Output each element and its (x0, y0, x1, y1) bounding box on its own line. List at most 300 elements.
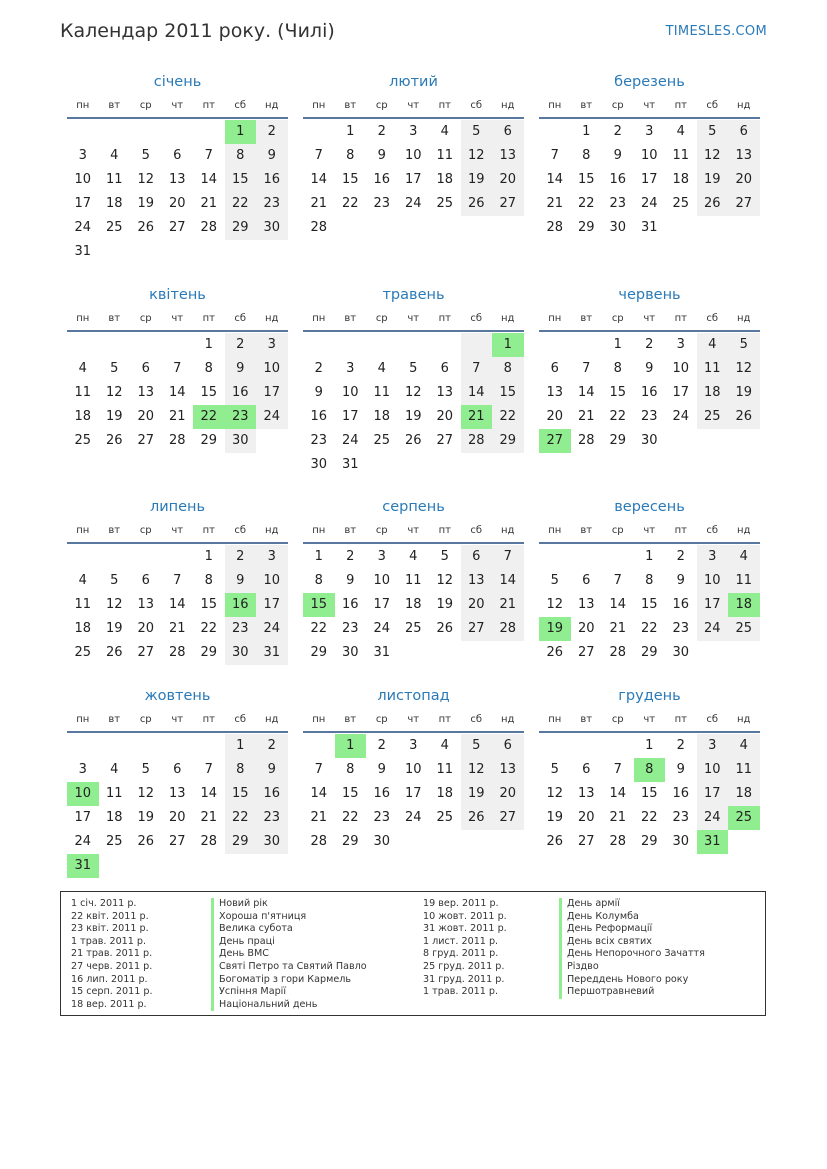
day-grid (67, 333, 288, 453)
legend-date: 16 лип. 2011 р. (71, 973, 148, 985)
legend-date: 1 трав. 2011 р. (71, 935, 147, 947)
day-cell: 30 (310, 457, 328, 472)
legend-date: 31 груд. 2011 р. (423, 973, 505, 985)
weekday-label: чт (171, 714, 184, 725)
weekday-label: нд (265, 525, 279, 536)
month-name: лютий (389, 74, 438, 90)
empty-cell (335, 333, 367, 357)
empty-cell (225, 854, 257, 878)
day-cell: 29 (225, 830, 257, 854)
day-cell: 30 (373, 834, 391, 849)
day-cell: 6 (492, 734, 524, 758)
weekday-label: чт (171, 525, 184, 536)
day-cell: 9 (225, 569, 257, 593)
day-cell: 25 (697, 405, 729, 429)
day-cell: 27 (492, 192, 524, 216)
day-cell: 15 (200, 385, 218, 400)
day-cell: 5 (461, 120, 493, 144)
day-grid (539, 545, 760, 665)
weekday-label: нд (737, 100, 751, 111)
day-cell: 2 (676, 738, 685, 753)
day-cell: 16 (640, 385, 658, 400)
month-block (67, 497, 288, 665)
day-cell: 30 (640, 433, 658, 448)
day-cell: 15 (640, 597, 658, 612)
weekday-label: ср (611, 525, 624, 536)
weekday-label: чт (643, 714, 656, 725)
month-block (539, 686, 760, 854)
day-cell: 22 (640, 810, 658, 825)
legend-date: 21 трав. 2011 р. (71, 948, 153, 960)
day-cell: 13 (492, 758, 524, 782)
day-cell: 2 (645, 337, 654, 352)
day-cell: 17 (640, 172, 658, 187)
empty-cell (461, 333, 493, 357)
day-grid (67, 734, 288, 878)
weekday-label: чт (407, 313, 420, 324)
weekday-label: вт (108, 525, 121, 536)
day-cell: 30 (341, 645, 359, 660)
weekday-label: нд (501, 525, 515, 536)
day-cell: 9 (225, 357, 257, 381)
day-cell: 25 (436, 810, 454, 825)
empty-cell (366, 453, 398, 477)
day-cell: 13 (577, 597, 595, 612)
weekday-header (539, 709, 760, 733)
holiday-day-cell: 15 (303, 593, 335, 617)
day-cell: 3 (676, 337, 685, 352)
day-cell: 23 (256, 806, 288, 830)
day-cell: 18 (105, 810, 123, 825)
weekday-label: вт (108, 100, 121, 111)
month-name: серпень (382, 499, 445, 515)
legend-holiday-name: Переддень Нового року (559, 974, 705, 987)
day-cell: 7 (204, 762, 213, 777)
empty-cell (539, 120, 571, 144)
holiday-day-cell: 31 (67, 854, 99, 878)
day-cell: 26 (461, 192, 493, 216)
weekday-label: ср (611, 100, 624, 111)
day-grid (303, 120, 524, 240)
month-name: жовтень (144, 688, 211, 704)
weekday-label: пн (76, 313, 90, 324)
day-cell: 31 (373, 645, 391, 660)
day-cell: 10 (697, 569, 729, 593)
day-cell: 24 (74, 220, 92, 235)
legend-holiday-name: День армії (559, 898, 705, 911)
day-cell: 6 (461, 545, 493, 569)
day-cell: 29 (200, 433, 218, 448)
day-cell: 6 (141, 361, 150, 376)
empty-cell (492, 216, 524, 240)
empty-cell (256, 854, 288, 878)
holiday-day-cell: 31 (697, 830, 729, 854)
day-grid (303, 734, 524, 854)
day-cell: 11 (74, 385, 92, 400)
weekday-label: пн (548, 313, 562, 324)
day-cell: 19 (728, 381, 760, 405)
day-cell: 30 (256, 216, 288, 240)
empty-cell (67, 333, 99, 357)
day-cell: 3 (409, 124, 418, 139)
month-name: березень (614, 74, 685, 90)
day-cell: 17 (404, 172, 422, 187)
day-cell: 8 (645, 573, 654, 588)
weekday-label: нд (265, 714, 279, 725)
legend-dates-right (423, 898, 507, 999)
day-cell: 10 (256, 569, 288, 593)
weekday-header (303, 95, 524, 119)
day-cell: 12 (728, 357, 760, 381)
day-cell: 8 (346, 762, 355, 777)
empty-cell (99, 120, 131, 144)
weekday-label: ср (611, 714, 624, 725)
day-cell: 16 (672, 597, 690, 612)
day-cell: 5 (550, 762, 559, 777)
day-cell: 4 (440, 124, 449, 139)
day-cell: 19 (404, 409, 422, 424)
legend-date: 10 жовт. 2011 р. (423, 910, 507, 922)
legend-holiday-name: Першотравневий (559, 986, 705, 999)
day-cell: 6 (582, 573, 591, 588)
legend-date: 1 лист. 2011 р. (423, 935, 499, 947)
day-cell: 7 (314, 148, 323, 163)
day-cell: 18 (436, 172, 454, 187)
day-cell: 22 (609, 409, 627, 424)
day-cell: 26 (546, 834, 564, 849)
day-cell: 27 (137, 433, 155, 448)
legend-holiday-name: Богоматір з гори Кармель (211, 974, 367, 987)
weekday-label: чт (643, 100, 656, 111)
day-cell: 30 (672, 645, 690, 660)
day-cell: 29 (640, 834, 658, 849)
day-cell: 1 (314, 549, 323, 564)
weekday-label: сб (470, 100, 483, 111)
day-cell: 1 (613, 337, 622, 352)
day-cell: 23 (609, 196, 627, 211)
month-name: вересень (614, 499, 685, 515)
weekday-label: пн (548, 100, 562, 111)
day-cell: 28 (168, 433, 186, 448)
day-grid (539, 734, 760, 854)
day-cell: 25 (728, 617, 760, 641)
day-cell: 10 (404, 148, 422, 163)
day-cell: 9 (314, 385, 323, 400)
holiday-day-cell: 22 (193, 405, 225, 429)
day-cell: 12 (404, 385, 422, 400)
day-grid (539, 333, 760, 453)
day-cell: 23 (310, 433, 328, 448)
empty-cell (99, 854, 131, 878)
weekday-label: нд (737, 313, 751, 324)
empty-cell (398, 216, 430, 240)
day-cell: 25 (74, 645, 92, 660)
month-block (67, 285, 288, 453)
day-cell: 2 (377, 738, 386, 753)
day-cell: 25 (436, 196, 454, 211)
day-cell: 14 (492, 569, 524, 593)
weekday-label: сб (706, 714, 719, 725)
day-cell: 27 (436, 433, 454, 448)
legend-holiday-name: Святі Петро та Святий Павло (211, 961, 367, 974)
day-cell: 5 (697, 120, 729, 144)
empty-cell (728, 216, 760, 240)
day-cell: 10 (341, 385, 359, 400)
empty-cell (398, 453, 430, 477)
holiday-day-cell: 1 (492, 333, 524, 357)
day-cell: 4 (78, 361, 87, 376)
weekday-label: пт (674, 313, 687, 324)
day-cell: 7 (204, 148, 213, 163)
empty-cell (429, 830, 461, 854)
empty-cell (697, 429, 729, 453)
legend-dates-left (71, 898, 153, 1011)
day-cell: 9 (256, 144, 288, 168)
weekday-label: вт (344, 714, 357, 725)
day-cell: 14 (546, 172, 564, 187)
empty-cell (398, 830, 430, 854)
weekday-label: вт (580, 714, 593, 725)
empty-cell (539, 333, 571, 357)
day-cell: 29 (310, 645, 328, 660)
day-cell: 12 (105, 597, 123, 612)
day-cell: 5 (110, 573, 119, 588)
day-cell: 1 (225, 734, 257, 758)
day-cell: 28 (609, 834, 627, 849)
day-cell: 25 (105, 220, 123, 235)
empty-cell (571, 734, 603, 758)
day-cell: 20 (137, 621, 155, 636)
month-block (539, 72, 760, 240)
empty-cell (492, 453, 524, 477)
day-cell: 16 (310, 409, 328, 424)
day-cell: 17 (74, 196, 92, 211)
month-name: травень (382, 287, 445, 303)
day-cell: 19 (546, 810, 564, 825)
empty-cell (492, 830, 524, 854)
day-cell: 1 (645, 738, 654, 753)
day-cell: 16 (672, 786, 690, 801)
day-cell: 11 (728, 758, 760, 782)
day-cell: 24 (256, 617, 288, 641)
day-cell: 26 (461, 806, 493, 830)
month-block (67, 686, 288, 878)
day-cell: 13 (577, 786, 595, 801)
day-cell: 17 (341, 409, 359, 424)
day-cell: 13 (461, 569, 493, 593)
site-link[interactable]: TIMESLES.COM (665, 24, 767, 39)
day-grid (539, 120, 760, 240)
day-cell: 17 (697, 593, 729, 617)
day-grid (67, 120, 288, 264)
day-cell: 27 (577, 645, 595, 660)
weekday-label: ср (139, 525, 152, 536)
day-cell: 19 (461, 782, 493, 806)
day-cell: 18 (436, 786, 454, 801)
day-cell: 26 (697, 192, 729, 216)
day-cell: 8 (492, 357, 524, 381)
day-cell: 14 (310, 786, 328, 801)
weekday-header (539, 520, 760, 544)
legend-date: 27 черв. 2011 р. (71, 960, 153, 972)
empty-cell (99, 240, 131, 264)
day-cell: 20 (728, 168, 760, 192)
weekday-label: нд (501, 714, 515, 725)
weekday-label: сб (470, 714, 483, 725)
weekday-label: пт (438, 313, 451, 324)
day-cell: 16 (225, 381, 257, 405)
day-cell: 22 (577, 196, 595, 211)
weekday-label: пн (76, 525, 90, 536)
day-cell: 31 (74, 244, 92, 259)
empty-cell (335, 216, 367, 240)
day-cell: 27 (168, 834, 186, 849)
weekday-header (539, 95, 760, 119)
day-cell: 24 (640, 196, 658, 211)
month-block (303, 285, 524, 477)
day-cell: 16 (256, 168, 288, 192)
day-cell: 18 (373, 409, 391, 424)
legend-names-left (211, 898, 367, 1011)
day-grid (67, 545, 288, 665)
day-cell: 4 (676, 124, 685, 139)
day-cell: 1 (346, 124, 355, 139)
empty-cell (162, 240, 194, 264)
day-cell: 5 (728, 333, 760, 357)
day-cell: 30 (672, 834, 690, 849)
holiday-day-cell: 19 (539, 617, 571, 641)
day-cell: 10 (697, 758, 729, 782)
weekday-label: пт (202, 525, 215, 536)
holiday-day-cell: 27 (539, 429, 571, 453)
day-cell: 2 (256, 734, 288, 758)
day-cell: 29 (492, 429, 524, 453)
day-cell: 20 (492, 782, 524, 806)
day-cell: 4 (78, 573, 87, 588)
weekday-label: пн (312, 525, 326, 536)
day-cell: 12 (436, 573, 454, 588)
weekday-label: ср (139, 313, 152, 324)
weekday-header (67, 520, 288, 544)
weekday-label: чт (171, 100, 184, 111)
weekday-label: пт (202, 714, 215, 725)
day-cell: 16 (373, 786, 391, 801)
weekday-label: нд (265, 100, 279, 111)
empty-cell (602, 545, 634, 569)
weekday-header (67, 709, 288, 733)
weekday-label: сб (706, 525, 719, 536)
day-cell: 21 (310, 196, 328, 211)
weekday-label: ср (375, 100, 388, 111)
day-cell: 7 (492, 545, 524, 569)
day-cell: 22 (225, 806, 257, 830)
day-cell: 17 (672, 385, 690, 400)
day-cell: 11 (373, 385, 391, 400)
empty-cell (571, 333, 603, 357)
day-cell: 14 (461, 381, 493, 405)
day-cell: 28 (609, 645, 627, 660)
day-cell: 8 (346, 148, 355, 163)
weekday-label: ср (375, 313, 388, 324)
weekday-header (67, 308, 288, 332)
weekday-label: пн (548, 714, 562, 725)
day-cell: 18 (697, 381, 729, 405)
empty-cell (130, 854, 162, 878)
day-cell: 5 (461, 734, 493, 758)
weekday-label: пт (438, 714, 451, 725)
day-cell: 13 (137, 385, 155, 400)
empty-cell (193, 734, 225, 758)
day-cell: 23 (373, 196, 391, 211)
day-cell: 29 (577, 220, 595, 235)
empty-cell (429, 453, 461, 477)
holiday-day-cell: 1 (225, 120, 257, 144)
day-cell: 19 (461, 168, 493, 192)
day-cell: 28 (492, 617, 524, 641)
day-cell: 10 (672, 361, 690, 376)
day-grid (303, 333, 524, 477)
legend-holiday-name: Хороша п'ятниця (211, 911, 367, 924)
day-cell: 22 (640, 621, 658, 636)
day-cell: 1 (645, 549, 654, 564)
day-cell: 7 (314, 762, 323, 777)
weekday-label: нд (501, 313, 515, 324)
weekday-label: вт (108, 313, 121, 324)
day-cell: 26 (137, 220, 155, 235)
day-cell: 27 (461, 617, 493, 641)
day-cell: 2 (377, 124, 386, 139)
day-cell: 12 (137, 786, 155, 801)
weekday-label: ср (375, 714, 388, 725)
day-cell: 12 (697, 144, 729, 168)
weekday-label: пт (438, 525, 451, 536)
empty-cell (303, 120, 335, 144)
weekday-label: вт (344, 100, 357, 111)
empty-cell (461, 216, 493, 240)
day-cell: 16 (609, 172, 627, 187)
day-cell: 9 (613, 148, 622, 163)
month-name: квітень (149, 287, 206, 303)
empty-cell (429, 333, 461, 357)
day-cell: 27 (168, 220, 186, 235)
weekday-label: ср (375, 525, 388, 536)
empty-cell (429, 641, 461, 665)
day-cell: 24 (672, 409, 690, 424)
day-cell: 23 (225, 617, 257, 641)
empty-cell (398, 333, 430, 357)
empty-cell (193, 240, 225, 264)
day-cell: 11 (436, 762, 454, 777)
day-cell: 23 (341, 621, 359, 636)
day-cell: 15 (225, 168, 257, 192)
day-cell: 28 (546, 220, 564, 235)
day-cell: 13 (168, 786, 186, 801)
day-cell: 5 (550, 573, 559, 588)
day-cell: 26 (728, 405, 760, 429)
weekday-label: сб (470, 525, 483, 536)
day-cell: 26 (404, 433, 422, 448)
empty-cell (130, 120, 162, 144)
legend-date: 22 квіт. 2011 р. (71, 910, 149, 922)
day-cell: 27 (137, 645, 155, 660)
empty-cell (193, 120, 225, 144)
day-cell: 17 (404, 786, 422, 801)
day-cell: 3 (256, 333, 288, 357)
day-cell: 9 (377, 148, 386, 163)
day-cell: 17 (373, 597, 391, 612)
weekday-label: вт (580, 100, 593, 111)
day-cell: 17 (697, 782, 729, 806)
